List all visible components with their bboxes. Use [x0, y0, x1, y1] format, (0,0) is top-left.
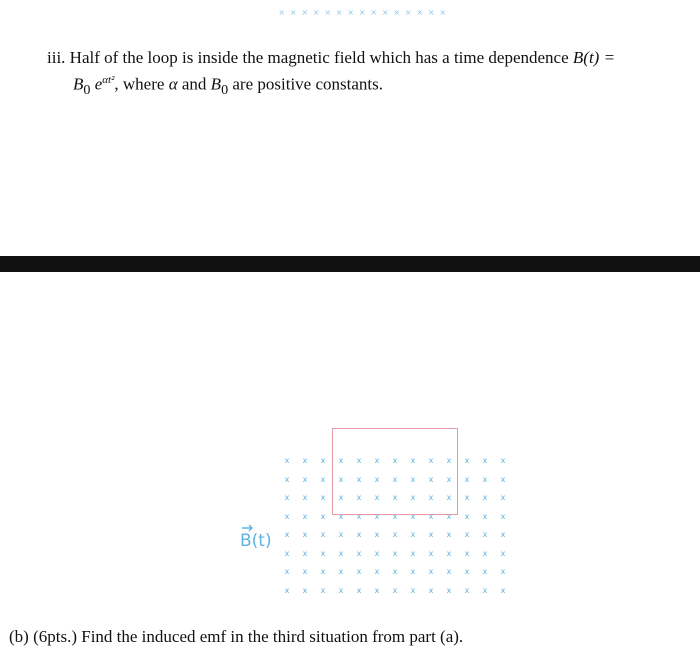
- exp-base: e: [94, 74, 103, 94]
- problem-statement: [47, 46, 697, 102]
- field-cross-icon: x: [374, 530, 380, 539]
- field-cross-icon: x: [500, 474, 506, 484]
- field-cross-icon: x: [320, 456, 326, 465]
- field-cross-icon: x: [374, 493, 380, 502]
- b0-subscript: 0: [83, 82, 91, 99]
- field-cross-icon: x: [428, 474, 434, 484]
- field-cross-icon: x: [464, 548, 470, 558]
- field-cross-icon: x: [500, 548, 506, 558]
- field-cross-icon: x: [338, 585, 344, 595]
- field-cross-icon: x: [500, 511, 506, 521]
- field-cross-icon: x: [284, 530, 290, 539]
- field-cross-icon: x: [320, 567, 326, 576]
- field-cross-icon: x: [428, 530, 434, 539]
- field-cross-icon: x: [392, 548, 398, 558]
- field-cross-icon: x: [302, 511, 308, 521]
- field-cross-icon: x: [392, 530, 398, 539]
- magnetic-field-figure: [0, 272, 700, 612]
- field-cross-icon: x: [374, 585, 380, 595]
- field-cross-icon: x: [320, 511, 326, 521]
- field-cross-icon: x: [464, 493, 470, 502]
- field-cross-icon: x: [500, 493, 506, 502]
- field-cross-icon: x: [410, 493, 416, 502]
- field-cross-icon: x: [500, 567, 506, 576]
- field-cross-icon: x: [464, 530, 470, 539]
- field-cross-icon: x: [410, 456, 416, 465]
- problem-line-1: [47, 46, 697, 69]
- field-cross-icon: x: [392, 493, 398, 502]
- field-cross-icon: x: [356, 548, 362, 558]
- field-cross-icon: x: [374, 456, 380, 465]
- field-cross-icon: x: [302, 493, 308, 502]
- field-cross-icon: x: [302, 530, 308, 539]
- field-cross-icon: x: [338, 474, 344, 484]
- field-cross-icon: x: [392, 456, 398, 465]
- field-cross-icon: x: [284, 493, 290, 502]
- field-cross-icon: x: [410, 511, 416, 521]
- field-cross-icon: x: [482, 530, 488, 539]
- text-where: , where: [114, 74, 169, 94]
- field-cross-icon: x: [302, 567, 308, 576]
- field-cross-icon: x: [284, 456, 290, 465]
- wire-loop: [332, 428, 458, 515]
- field-cross-icon: x: [410, 548, 416, 558]
- field-cross-icon: x: [446, 456, 452, 465]
- field-cross-icon: x: [356, 493, 362, 502]
- field-cross-icon: x: [320, 585, 326, 595]
- field-cross-icon: x: [338, 511, 344, 521]
- field-cross-icon: x: [302, 474, 308, 484]
- field-cross-icon: x: [446, 548, 452, 558]
- field-cross-icon: x: [410, 474, 416, 484]
- field-cross-icon: x: [320, 548, 326, 558]
- field-cross-icon: x: [284, 474, 290, 484]
- field-cross-icon: x: [320, 493, 326, 502]
- field-cross-icon: x: [392, 567, 398, 576]
- field-cross-icon: x: [338, 456, 344, 465]
- field-equation: B(t) =: [572, 48, 616, 67]
- text-and: and: [177, 74, 211, 94]
- field-label-b-of-t: [238, 522, 282, 552]
- field-cross-icon: x: [320, 474, 326, 484]
- field-cross-icon: x: [356, 474, 362, 484]
- field-cross-icon: x: [356, 530, 362, 539]
- text-constants: are positive constants.: [228, 74, 383, 94]
- question-text: (b) (6pts.) Find the induced emf in the third situation from part (a).: [9, 627, 464, 646]
- field-cross-icon: x: [428, 585, 434, 595]
- field-cross-icon: x: [410, 567, 416, 576]
- b0-symbol-2: B: [210, 74, 222, 94]
- field-cross-icon: x: [464, 474, 470, 484]
- problem-text: Half of the loop is inside the magnetic field which has a time dependence: [69, 48, 573, 67]
- b0-subscript-2: 0: [221, 82, 229, 99]
- field-cross-icon: x: [482, 567, 488, 576]
- field-cross-icon: x: [356, 585, 362, 595]
- question-b: [9, 626, 699, 648]
- field-cross-icon: x: [446, 493, 452, 502]
- field-cross-icon: x: [320, 530, 326, 539]
- field-cross-icon: x: [284, 567, 290, 576]
- problem-line-2: [47, 69, 697, 102]
- field-cross-icon: x: [464, 511, 470, 521]
- field-cross-icon: x: [428, 493, 434, 502]
- page-divider: [0, 256, 700, 272]
- field-cross-icon: x: [392, 585, 398, 595]
- field-cross-icon: x: [410, 530, 416, 539]
- field-cross-icon: x: [482, 548, 488, 558]
- cropped-field-crosses: × × × × × × × × × × × × × × ×: [278, 8, 447, 17]
- field-cross-icon: x: [374, 474, 380, 484]
- field-cross-icon: x: [428, 456, 434, 465]
- field-cross-icon: x: [284, 511, 290, 521]
- field-cross-icon: x: [356, 456, 362, 465]
- field-cross-icon: x: [482, 474, 488, 484]
- field-cross-icon: x: [374, 567, 380, 576]
- field-cross-icon: x: [446, 530, 452, 539]
- field-cross-icon: x: [374, 548, 380, 558]
- field-cross-icon: x: [428, 567, 434, 576]
- field-cross-icon: x: [500, 585, 506, 595]
- b0-symbol: B: [73, 74, 84, 94]
- field-cross-icon: x: [410, 585, 416, 595]
- field-cross-icon: x: [464, 456, 470, 465]
- field-cross-icon: x: [428, 511, 434, 521]
- field-cross-icon: x: [374, 511, 380, 521]
- field-label-text: B(t): [240, 531, 272, 551]
- field-cross-icon: x: [338, 548, 344, 558]
- field-cross-icon: x: [302, 548, 308, 558]
- field-cross-icon: x: [482, 511, 488, 521]
- field-cross-icon: x: [338, 567, 344, 576]
- field-cross-icon: x: [446, 567, 452, 576]
- field-cross-icon: x: [302, 585, 308, 595]
- field-cross-icon: x: [464, 567, 470, 576]
- field-cross-icon: x: [500, 456, 506, 465]
- field-cross-icon: x: [482, 493, 488, 502]
- exp-exponent: αt²: [102, 74, 115, 86]
- field-cross-icon: x: [392, 474, 398, 484]
- field-cross-icon: x: [482, 456, 488, 465]
- field-cross-icon: x: [446, 474, 452, 484]
- field-cross-icon: x: [482, 585, 488, 595]
- field-cross-icon: x: [284, 548, 290, 558]
- field-cross-icon: x: [446, 585, 452, 595]
- field-cross-icon: x: [500, 530, 506, 539]
- field-cross-icon: x: [338, 530, 344, 539]
- field-cross-icon: x: [428, 548, 434, 558]
- alpha-symbol: α: [168, 74, 178, 94]
- field-cross-icon: x: [392, 511, 398, 521]
- field-cross-icon: x: [446, 511, 452, 521]
- field-cross-icon: x: [464, 585, 470, 595]
- problem-number: iii.: [47, 48, 66, 67]
- field-cross-icon: x: [356, 567, 362, 576]
- field-cross-icon: x: [302, 456, 308, 465]
- field-cross-icon: x: [356, 511, 362, 521]
- field-cross-icon: x: [338, 493, 344, 502]
- field-cross-icon: x: [284, 585, 290, 595]
